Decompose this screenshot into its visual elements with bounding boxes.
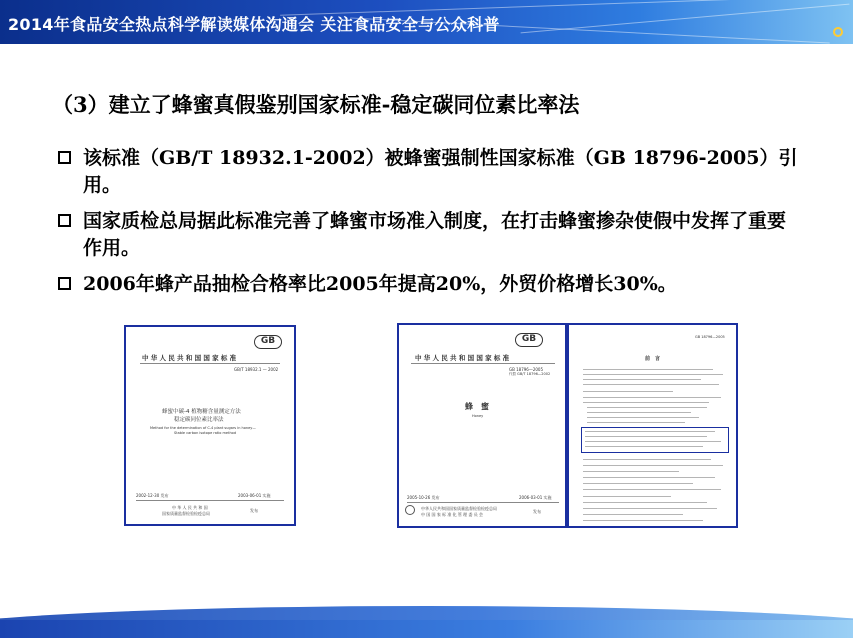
text-line [583,374,723,375]
text-line [583,489,721,490]
text-line [583,397,721,398]
text-line [585,446,703,447]
text-line [583,471,679,472]
text-line [583,459,711,460]
text-line [583,483,693,484]
doc-impl-date: 2003-06-01 实施 [238,493,271,498]
text-line [585,436,707,437]
doc-org: 中 华 人 民 共 和 国 国 家 标 准 [415,354,510,362]
doc-issue-date: 2005-10-26 发布 [407,495,440,500]
doc-org: 中 华 人 民 共 和 国 国 家 标 准 [142,354,237,362]
divider [140,363,280,364]
emblem-icon [405,505,415,515]
banner-decor-line [521,4,850,34]
square-bullet-icon [58,277,71,290]
doc-title-en-2: Stable carbon isotope ratio method [174,431,237,435]
square-bullet-icon [58,151,71,164]
standard-cover-image-2 [397,323,567,528]
text-line [583,477,715,478]
divider [136,500,284,501]
doc-issue-date: 2002-12-30 发布 [136,493,169,498]
text-line [585,441,721,442]
gb-logo-icon: GB [515,333,543,347]
standard-cover-image-1 [124,325,296,526]
banner-title: 2014年食品安全热点科学解读媒体沟通会 关注食品安全与公众科普 [8,15,500,34]
doc-impl-date: 2006-03-01 实施 [519,495,552,500]
corner-ring-icon [833,27,843,37]
header-banner [0,0,853,44]
doc-issuer-suffix: 发布 [250,508,258,513]
divider [411,363,555,364]
bullet-item [58,145,798,199]
doc-issuer-2: 中 国 国 家 标 准 化 管 理 委 员 会 [421,512,483,517]
gb-logo-icon: GB [254,335,282,349]
doc-title-en: Honey [472,414,484,418]
doc-code: GB 18796—2005 [509,367,544,372]
doc-code: GB/T 18932.1 — 2002 [234,367,279,372]
text-line [583,496,671,497]
doc-issuer-1: 中华人民共和国国家质量监督检验检疫总局 [421,506,497,511]
text-line [583,520,703,521]
bullet-text: 该标准（GB/T 18932.1-2002）被蜂蜜强制性国家标准（GB 18796-2005）引用。 [83,147,798,196]
doc-title-cn-1: 蜂蜜中碳-4 植物糖含量测定方法 [162,409,241,415]
divider [407,502,559,503]
bullet-item [58,271,798,298]
text-line [583,384,719,385]
doc-title-cn: 蜂 蜜 [465,402,489,411]
text-line [583,369,713,370]
slide-heading: （3）建立了蜂蜜真假鉴别国家标准-稳定碳同位素比率法 [52,92,580,117]
text-line [587,412,691,413]
square-bullet-icon [58,214,71,227]
doc-code: GB 18796—2005 [695,335,725,339]
text-line [583,465,723,466]
standard-foreword-page-image [567,323,738,528]
bullet-item [58,208,798,262]
doc-code-sub: 代替 GB/T 18796—2002 [509,372,551,376]
text-line [583,391,673,392]
text-line [583,379,701,380]
doc-issuer-2: 国家质量监督检验检疫总局 [162,511,210,516]
doc-title-cn-2: 稳定碳同位素比率法 [174,417,224,423]
doc-issuer-1: 中 华 人 民 共 和 国 [172,505,208,510]
bullet-list [58,145,798,307]
doc-issuer-suffix: 发布 [533,509,541,514]
bullet-text: 国家质检总局据此标准完善了蜂蜜市场准入制度，在打击蜂蜜掺杂使假中发挥了重要作用。 [83,210,787,259]
text-line [587,422,685,423]
doc-title-en-1: Method for the determination of C-4 plant sugars in honey— [150,426,256,430]
text-line [583,402,709,403]
text-line [587,407,707,408]
text-line [585,431,715,432]
footer-decoration [0,592,853,638]
footer-band [0,620,853,638]
bullet-text: 2006年蜂产品抽检合格率比2005年提高20%，外贸价格增长30%。 [83,273,677,295]
text-line [583,502,707,503]
text-line [587,417,699,418]
text-line [583,514,683,515]
text-line [583,508,717,509]
doc-section-title: 前 言 [645,356,661,362]
